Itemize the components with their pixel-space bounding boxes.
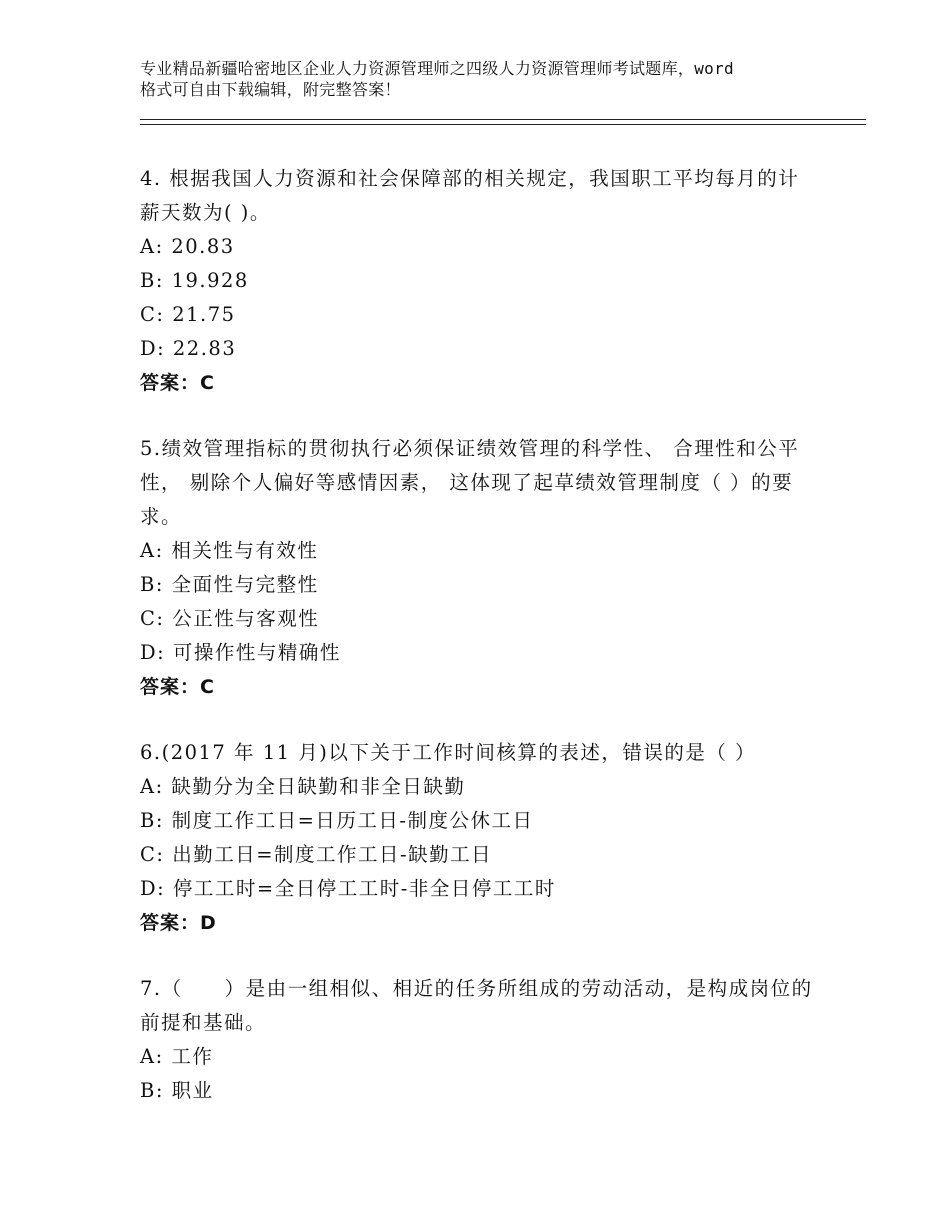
option-a: A: 相关性与有效性	[140, 539, 319, 562]
option-d: D: 可操作性与精确性	[140, 641, 341, 664]
header-divider	[140, 119, 866, 120]
option-a: A: 工作	[140, 1045, 214, 1068]
question-7	[140, 972, 820, 1108]
answer-line: 答案：C	[140, 372, 215, 394]
header-line-1: 专业精品新疆哈密地区企业人力资源管理师之四级人力资源管理师考试题库，word	[140, 59, 734, 78]
option-b: B: 全面性与完整性	[140, 573, 319, 596]
option-b: B: 制度工作工日=日历工日-制度公休工日	[140, 809, 534, 832]
option-c: C: 公正性与客观性	[140, 607, 320, 630]
option-b: B: 19.928	[140, 269, 249, 292]
question-6	[140, 736, 820, 940]
option-d: D: 停工工时=全日停工工时-非全日停工工时	[140, 877, 556, 900]
option-a: A: 20.83	[140, 235, 235, 258]
option-c: C: 21.75	[140, 303, 236, 326]
question-stem: 5.绩效管理指标的贯彻执行必须保证绩效管理的科学性、 合理性和公平性， 剔除个人偏好等感情因素， 这体现了起草绩效管理制度（ ）的要求。	[140, 437, 800, 528]
header-divider-second	[140, 124, 866, 125]
header-line-2: 格式可自由下载编辑，附完整答案！	[140, 80, 401, 99]
answer-line: 答案：D	[140, 912, 217, 934]
option-b: B: 职业	[140, 1079, 214, 1102]
question-stem: 4. 根据我国人力资源和社会保障部的相关规定，我国职工平均每月的计薪天数为( )。	[140, 167, 800, 224]
question-5	[140, 432, 820, 704]
document-header	[140, 58, 840, 100]
question-list	[140, 162, 820, 1140]
answer-line: 答案：C	[140, 676, 215, 698]
question-stem: 7.（ ）是由一组相似、相近的任务所组成的劳动活动，是构成岗位的前提和基础。	[140, 977, 813, 1034]
option-a: A: 缺勤分为全日缺勤和非全日缺勤	[140, 775, 466, 798]
option-c: C: 出勤工日=制度工作工日-缺勤工日	[140, 843, 493, 866]
option-d: D: 22.83	[140, 337, 237, 360]
question-4	[140, 162, 820, 400]
question-stem: 6.(2017 年 11 月)以下关于工作时间核算的表述，错误的是（ ）	[140, 741, 757, 764]
